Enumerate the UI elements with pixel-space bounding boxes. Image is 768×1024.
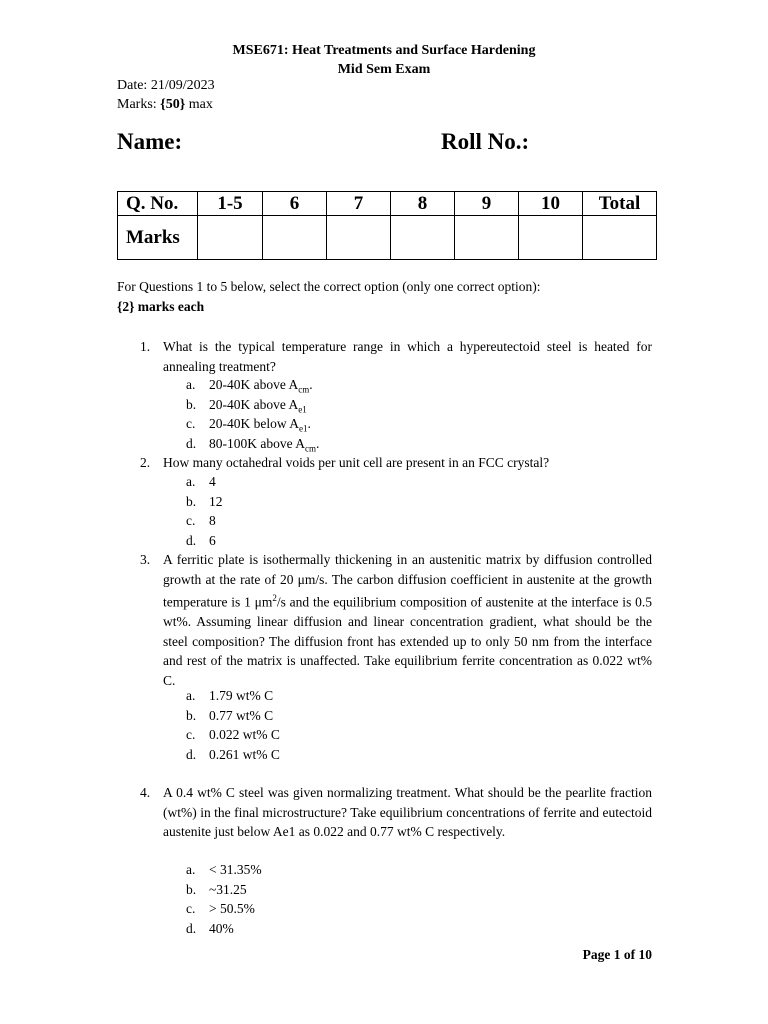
header-cell: 8 (391, 192, 455, 216)
marks-table-marks-row (118, 216, 657, 260)
marks-table-header-row (118, 192, 657, 216)
header-cell: 9 (455, 192, 519, 216)
marks-table (117, 191, 657, 260)
question-2 (140, 453, 652, 473)
question-text: A 0.4 wt% C steel was given normalizing treatment. What should be the pearlite fraction (wt%) in the final microstructure? Take equilibrium concentrations of ferrite and eutectoid austenite just below Ae1 as 0.022 and 0.77 wt% C respectively. (163, 785, 652, 839)
question-number: 3. (140, 552, 151, 567)
exam-page: MSE671: Heat Treatments and Surface Hardening Mid Sem Exam Date: 21/09/2023 Marks: {50} max Name: Roll No.: Q. No. 1-5 6 7 8 9 10 Total Marks For Questions 1 to 5 below, select the correct option (only one correct option): {2} marks each 1. What is the typical temperature range in which a hypereutectoid steel is heated for annealing treatment? a. 20-40K above $A_{cm}$. b. 20-40K above $A_{e1}$ c. 20-40K below $A_{e1}$. d. 80-100K above $A_{cm}$. 2. How many octahedral voids per unit cell are present in an FCC crystal? a. 4 b. 12 c. 8 d. 6 3. A ferritic plate is isothermally thickening in an austenitic matrix by diffusion controlled growth at the rate of 20 μm/s. The carbon diffusion coefficient in austenite at the growth temperature is 1 $\mu m^2/s$ and the equilibrium composition of austenite at the interface is 0.5 wt%. Assuming linear diffusion and linear concentration gradient, what should be the steel composition? The diffusion front has extended up to only 50 nm from the interface and rest of the matrix is unaffected. Take equilibrium ferrite concentration as 0.022 wt% C. a. 1.79 wt% C b. 0.77 wt% C c. 0.022 wt% C d. 0.261 wt% C 4. A 0.4 wt% C steel was given normalizing treatment. What should be the pearlite fraction (wt%) in the final microstructure? Take equilibrium concentrations of ferrite and eutectoid austenite just below Ae1 as 0.022 and 0.77 wt% C respectively. a. < 31.35% b. ~31.25 c. > 50.5% d. 40% Page 1 of 10 (0, 0, 768, 1024)
marks-cell[interactable] (198, 216, 263, 260)
header-cell: 6 (263, 192, 327, 216)
header-cell: Total (583, 192, 657, 216)
marks-each-note: {2} marks each (117, 299, 205, 314)
question-number: 4. (140, 785, 151, 800)
header-cell: 1-5 (198, 192, 263, 216)
marks-cell[interactable] (263, 216, 327, 260)
exam-marks: Marks: {50} max (117, 97, 213, 112)
question-number: 2. (140, 455, 151, 470)
question-text: What is the typical temperature range in which a hypereutectoid steel is heated for annealing treatment? (163, 339, 652, 374)
header-cell: 10 (519, 192, 583, 216)
header-cell: 7 (327, 192, 391, 216)
page-number: Page 1 of 10 (582, 947, 652, 962)
marks-cell[interactable] (583, 216, 657, 260)
exam-date: Date: 21/09/2023 (117, 78, 215, 93)
exam-title: Mid Sem Exam (337, 62, 431, 77)
marks-cell[interactable] (391, 216, 455, 260)
max-marks-value: {50} (160, 97, 186, 112)
marks-cell[interactable] (327, 216, 391, 260)
course-title: MSE671: Heat Treatments and Surface Hardening (232, 43, 536, 58)
question-number: 1. (140, 339, 151, 354)
header-cell: Q. No. (118, 192, 198, 216)
marks-cell[interactable] (455, 216, 519, 260)
question-text: A ferritic plate is isothermally thickening in an austenitic matrix by diffusion controlled growth at the rate of 20 μm/s. The carbon diffusion coefficient in austenite at the growth temperature is 1 $\mu m^2/s$ and the equilibrium composition of austenite at the interface is 0.5 wt%. Assuming linear diffusion and linear concentration gradient, what should be the steel composition? The diffusion front has extended up to only 50 nm from the interface and rest of the matrix is unaffected. Take equilibrium ferrite concentration as 0.022 wt% C. (163, 552, 652, 688)
question-text: How many octahedral voids per unit cell are present in an FCC crystal? (163, 455, 550, 470)
roll-number-label: Roll No.: (441, 129, 530, 154)
question-3 (140, 550, 652, 690)
question-1 (140, 337, 652, 376)
instructions-text: For Questions 1 to 5 below, select the correct option (only one correct option): (117, 279, 541, 294)
question-4 (140, 783, 652, 842)
marks-cell[interactable] (519, 216, 583, 260)
name-label: Name: (117, 129, 183, 154)
marks-row-label: Marks (118, 216, 198, 260)
